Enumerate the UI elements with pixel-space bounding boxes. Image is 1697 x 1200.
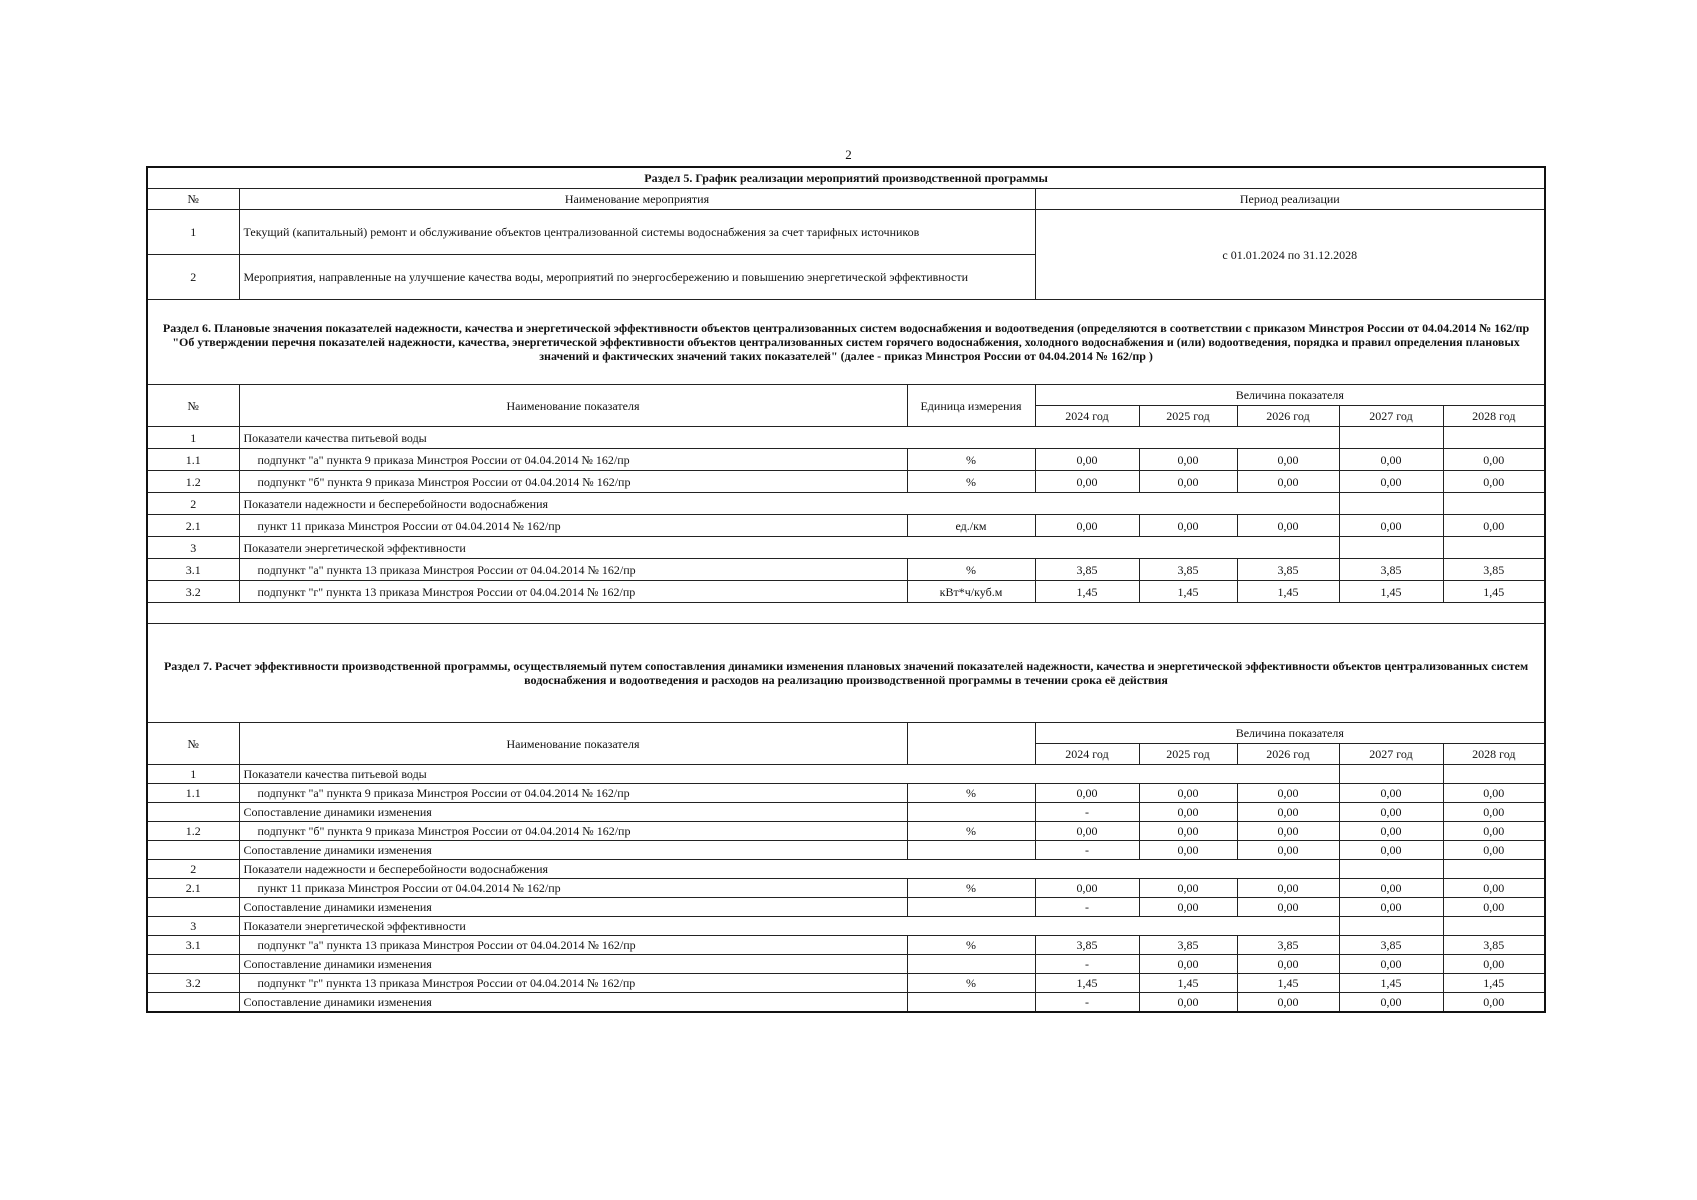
- row-value: 0,00: [1237, 955, 1339, 974]
- section7-year: 2026 год: [1237, 744, 1339, 765]
- row-name: подпункт "а" пункта 13 приказа Минстроя России от 04.04.2014 № 162/пр: [239, 936, 907, 955]
- row-number: 1.2: [147, 822, 239, 841]
- row-unit: %: [907, 936, 1035, 955]
- row-unit: %: [907, 784, 1035, 803]
- group-row: [147, 765, 1545, 784]
- section5-row-num: 2: [147, 255, 239, 300]
- row-unit: %: [907, 559, 1035, 581]
- section7-title-row: [147, 624, 1545, 723]
- section7-body: [147, 765, 1545, 1013]
- row-name: подпункт "а" пункта 9 приказа Минстроя России от 04.04.2014 № 162/пр: [239, 449, 907, 471]
- row-unit: %: [907, 879, 1035, 898]
- row-unit: [907, 898, 1035, 917]
- row-name: подпункт "а" пункта 13 приказа Минстроя России от 04.04.2014 № 162/пр: [239, 559, 907, 581]
- section5-header-period: Период реализации: [1035, 189, 1545, 210]
- table-row: [147, 471, 1545, 493]
- row-number: [147, 841, 239, 860]
- section7-year: 2027 год: [1339, 744, 1443, 765]
- section6-year: 2028 год: [1443, 406, 1545, 427]
- row-value: 0,00: [1339, 841, 1443, 860]
- row-value: 3,85: [1035, 559, 1139, 581]
- row-value: 1,45: [1139, 974, 1237, 993]
- row-name: пункт 11 приказа Минстроя России от 04.04.2014 № 162/пр: [239, 879, 907, 898]
- row-value: 0,00: [1339, 515, 1443, 537]
- table-row: [147, 936, 1545, 955]
- section6-header-row: [147, 385, 1545, 406]
- row-value: 0,00: [1237, 993, 1339, 1013]
- row-name: Показатели надежности и бесперебойности водоснабжения: [239, 860, 1339, 879]
- row-value: 1,45: [1139, 581, 1237, 603]
- row-unit: [907, 955, 1035, 974]
- row-value: 0,00: [1139, 955, 1237, 974]
- section6-year: 2027 год: [1339, 406, 1443, 427]
- row-name: подпункт "б" пункта 9 приказа Минстроя России от 04.04.2014 № 162/пр: [239, 471, 907, 493]
- row-value: 0,00: [1139, 993, 1237, 1013]
- row-value: 0,00: [1237, 879, 1339, 898]
- row-value: 0,00: [1237, 784, 1339, 803]
- row-value: 0,00: [1339, 803, 1443, 822]
- section5-title: Раздел 5. График реализации мероприятий производственной программы: [147, 167, 1545, 189]
- group-row: [147, 537, 1545, 559]
- row-value: -: [1035, 898, 1139, 917]
- section5-header-name: Наименование мероприятия: [239, 189, 1035, 210]
- row-value: 0,00: [1237, 449, 1339, 471]
- table-row: [147, 449, 1545, 471]
- row-value: 0,00: [1443, 449, 1545, 471]
- row-number: 2: [147, 493, 239, 515]
- row-value: 0,00: [1339, 784, 1443, 803]
- section6-header-unit: Единица измерения: [907, 385, 1035, 427]
- row-value: 0,00: [1139, 515, 1237, 537]
- row-value: 0,00: [1443, 841, 1545, 860]
- row-value: 0,00: [1339, 471, 1443, 493]
- row-value: 0,00: [1339, 955, 1443, 974]
- row-value: 0,00: [1035, 471, 1139, 493]
- row-value: 0,00: [1443, 993, 1545, 1013]
- empty-cell: [1339, 427, 1443, 449]
- row-name: Показатели надежности и бесперебойности водоснабжения: [239, 493, 1339, 515]
- row-name: Показатели качества питьевой воды: [239, 765, 1339, 784]
- section5-row: [147, 210, 1545, 255]
- empty-cell: [1339, 917, 1443, 936]
- spacer-row: [147, 603, 1545, 624]
- row-value: 0,00: [1443, 515, 1545, 537]
- section7-year: 2028 год: [1443, 744, 1545, 765]
- row-value: 3,85: [1443, 936, 1545, 955]
- row-value: 0,00: [1237, 515, 1339, 537]
- empty-cell: [1339, 493, 1443, 515]
- row-value: 0,00: [1339, 898, 1443, 917]
- row-value: 0,00: [1035, 784, 1139, 803]
- row-value: 0,00: [1035, 449, 1139, 471]
- empty-cell: [1443, 765, 1545, 784]
- row-value: 0,00: [1035, 515, 1139, 537]
- table-row: [147, 974, 1545, 993]
- row-name: пункт 11 приказа Минстроя России от 04.04.2014 № 162/пр: [239, 515, 907, 537]
- document-table: [146, 166, 1546, 1013]
- empty-cell: [1443, 537, 1545, 559]
- row-value: 3,85: [1139, 936, 1237, 955]
- comparison-row: [147, 803, 1545, 822]
- row-value: 1,45: [1035, 581, 1139, 603]
- row-name: Показатели качества питьевой воды: [239, 427, 1339, 449]
- section6-header-value: Величина показателя: [1035, 385, 1545, 406]
- empty-cell: [1339, 537, 1443, 559]
- section7-header-value: Величина показателя: [1035, 723, 1545, 744]
- row-value: 3,85: [1139, 559, 1237, 581]
- group-row: [147, 493, 1545, 515]
- row-value: 1,45: [1339, 974, 1443, 993]
- section7-year: 2025 год: [1139, 744, 1237, 765]
- section5-row-name: Текущий (капитальный) ремонт и обслуживание объектов централизованной системы водоснабжения за счет тарифных источников: [239, 210, 1035, 255]
- row-number: 3.1: [147, 936, 239, 955]
- row-number: 1.2: [147, 471, 239, 493]
- row-name: Сопоставление динамики изменения: [239, 898, 907, 917]
- row-value: 0,00: [1339, 449, 1443, 471]
- row-value: 0,00: [1139, 784, 1237, 803]
- row-value: -: [1035, 993, 1139, 1013]
- row-name: Показатели энергетической эффективности: [239, 537, 1339, 559]
- row-value: 3,85: [1339, 936, 1443, 955]
- row-value: 0,00: [1443, 784, 1545, 803]
- comparison-row: [147, 955, 1545, 974]
- empty-cell: [1443, 427, 1545, 449]
- row-value: -: [1035, 955, 1139, 974]
- row-value: 0,00: [1237, 898, 1339, 917]
- row-name: Сопоставление динамики изменения: [239, 955, 907, 974]
- row-name: Сопоставление динамики изменения: [239, 803, 907, 822]
- row-value: 1,45: [1443, 581, 1545, 603]
- row-value: 0,00: [1443, 822, 1545, 841]
- row-value: 0,00: [1035, 879, 1139, 898]
- row-number: 1: [147, 765, 239, 784]
- row-name: подпункт "г" пункта 13 приказа Минстроя России от 04.04.2014 № 162/пр: [239, 581, 907, 603]
- empty-cell: [1443, 917, 1545, 936]
- row-number: 2.1: [147, 515, 239, 537]
- section6-year: 2025 год: [1139, 406, 1237, 427]
- section7-header-unit: [907, 723, 1035, 765]
- empty-cell: [1339, 860, 1443, 879]
- row-number: 3.1: [147, 559, 239, 581]
- row-value: 3,85: [1443, 559, 1545, 581]
- row-number: [147, 993, 239, 1013]
- row-name: Сопоставление динамики изменения: [239, 841, 907, 860]
- comparison-row: [147, 841, 1545, 860]
- section5-row-name: Мероприятия, направленные на улучшение качества воды, мероприятий по энергосбережению и повышению энергетической эффективности: [239, 255, 1035, 300]
- section6-body: [147, 427, 1545, 603]
- row-value: 0,00: [1443, 471, 1545, 493]
- row-number: 3.2: [147, 974, 239, 993]
- row-number: 1.1: [147, 784, 239, 803]
- row-number: [147, 898, 239, 917]
- row-value: 0,00: [1339, 879, 1443, 898]
- row-number: 1: [147, 427, 239, 449]
- group-row: [147, 917, 1545, 936]
- row-value: 0,00: [1139, 822, 1237, 841]
- page-number: 2: [845, 147, 852, 162]
- section7-title: Раздел 7. Расчет эффективности производственной программы, осуществляемый путем сопоставления динамики изменения плановых значений показателей надежности, качества и энергетической эффективности объектов централизованных систем водоснабжения и водоотведения и расходов на реализацию производственной программы в течении срока её действия: [147, 624, 1545, 723]
- row-value: -: [1035, 803, 1139, 822]
- section5-header-row: [147, 189, 1545, 210]
- row-number: 2.1: [147, 879, 239, 898]
- row-name: подпункт "а" пункта 9 приказа Минстроя России от 04.04.2014 № 162/пр: [239, 784, 907, 803]
- section6-header-name: Наименование показателя: [239, 385, 907, 427]
- row-value: 0,00: [1237, 822, 1339, 841]
- section6-year: 2026 год: [1237, 406, 1339, 427]
- row-number: 1.1: [147, 449, 239, 471]
- row-unit: ед./км: [907, 515, 1035, 537]
- row-value: 0,00: [1237, 471, 1339, 493]
- empty-cell: [1443, 493, 1545, 515]
- row-value: 0,00: [1139, 449, 1237, 471]
- row-value: 3,85: [1339, 559, 1443, 581]
- row-value: 3,85: [1237, 559, 1339, 581]
- section6-title: Раздел 6. Плановые значения показателей надежности, качества и энергетической эффективности объектов централизованных систем водоснабжения и водоотведения (определяются в соответствии с приказом Минстроя России от 04.04.2014 № 162/пр "Об утверждении перечня показателей надежности, качества, энергетической эффективности объектов централизованных систем горячего водоснабжения, холодного водоснабжения и (или) водоотведения, порядка и правил определения плановых значений и фактических значений таких показателей" (далее - приказ Минстроя России от 04.04.2014 № 162/пр ): [147, 300, 1545, 385]
- section7-header-name: Наименование показателя: [239, 723, 907, 765]
- row-value: 0,00: [1443, 803, 1545, 822]
- row-value: 0,00: [1237, 841, 1339, 860]
- row-value: 1,45: [1035, 974, 1139, 993]
- table-row: [147, 559, 1545, 581]
- row-number: [147, 955, 239, 974]
- comparison-row: [147, 898, 1545, 917]
- section5-header-num: №: [147, 189, 239, 210]
- row-name: подпункт "г" пункта 13 приказа Минстроя России от 04.04.2014 № 162/пр: [239, 974, 907, 993]
- row-unit: [907, 803, 1035, 822]
- row-value: 0,00: [1139, 803, 1237, 822]
- table-row: [147, 581, 1545, 603]
- row-value: 1,45: [1237, 581, 1339, 603]
- row-value: 0,00: [1139, 471, 1237, 493]
- section6-header-num: №: [147, 385, 239, 427]
- section5-title-row: [147, 167, 1545, 189]
- section6-title-row: [147, 300, 1545, 385]
- table-row: [147, 879, 1545, 898]
- row-value: 0,00: [1443, 955, 1545, 974]
- section7-header-num: №: [147, 723, 239, 765]
- row-value: 0,00: [1139, 879, 1237, 898]
- row-value: 1,45: [1339, 581, 1443, 603]
- row-name: Сопоставление динамики изменения: [239, 993, 907, 1013]
- row-value: 0,00: [1339, 993, 1443, 1013]
- row-value: 0,00: [1139, 898, 1237, 917]
- row-number: 3: [147, 537, 239, 559]
- row-value: 0,00: [1035, 822, 1139, 841]
- row-unit: %: [907, 822, 1035, 841]
- row-unit: кВт*ч/куб.м: [907, 581, 1035, 603]
- row-unit: %: [907, 974, 1035, 993]
- row-value: 0,00: [1139, 841, 1237, 860]
- row-name: подпункт "б" пункта 9 приказа Минстроя России от 04.04.2014 № 162/пр: [239, 822, 907, 841]
- section7-year: 2024 год: [1035, 744, 1139, 765]
- section6-year: 2024 год: [1035, 406, 1139, 427]
- row-unit: %: [907, 471, 1035, 493]
- row-number: 2: [147, 860, 239, 879]
- group-row: [147, 860, 1545, 879]
- row-unit: %: [907, 449, 1035, 471]
- empty-cell: [1339, 765, 1443, 784]
- section5-period: с 01.01.2024 по 31.12.2028: [1035, 210, 1545, 300]
- empty-cell: [1443, 860, 1545, 879]
- row-number: 3.2: [147, 581, 239, 603]
- row-name: Показатели энергетической эффективности: [239, 917, 1339, 936]
- row-number: 3: [147, 917, 239, 936]
- comparison-row: [147, 993, 1545, 1013]
- group-row: [147, 427, 1545, 449]
- row-unit: [907, 841, 1035, 860]
- table-row: [147, 784, 1545, 803]
- row-value: 0,00: [1443, 898, 1545, 917]
- table-row: [147, 822, 1545, 841]
- table-row: [147, 515, 1545, 537]
- section5-row-num: 1: [147, 210, 239, 255]
- row-value: 3,85: [1237, 936, 1339, 955]
- row-number: [147, 803, 239, 822]
- section7-header-row: [147, 723, 1545, 744]
- row-value: 3,85: [1035, 936, 1139, 955]
- row-value: 1,45: [1237, 974, 1339, 993]
- row-value: -: [1035, 841, 1139, 860]
- row-value: 1,45: [1443, 974, 1545, 993]
- row-value: 0,00: [1443, 879, 1545, 898]
- row-value: 0,00: [1339, 822, 1443, 841]
- row-value: 0,00: [1237, 803, 1339, 822]
- row-unit: [907, 993, 1035, 1013]
